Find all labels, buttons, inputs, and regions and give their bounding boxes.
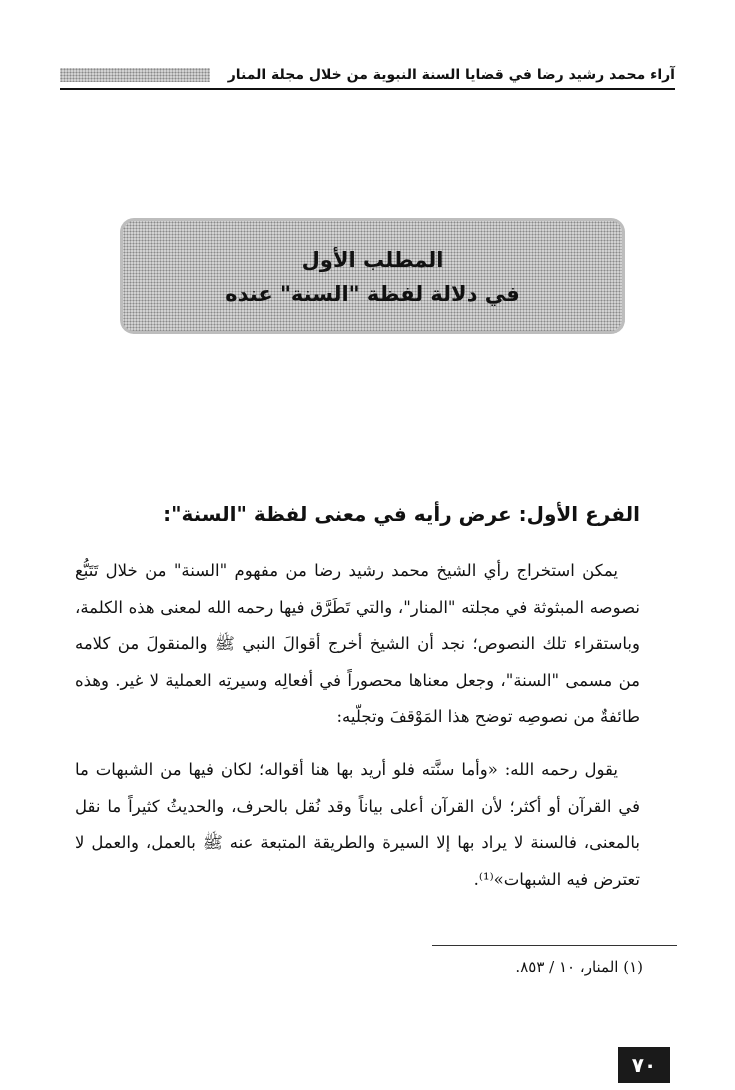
header-dotted-band xyxy=(60,68,210,82)
body-paragraph: يمكن استخراج رأي الشيخ محمد رشيد رضا من مفهوم "السنة" من خلال تَتَبُّع نصوصه المبثوثة في مجلته "المنار"، والتي تَطَرَّق فيها رحمه الله لمعنى هذه الكلمة، وباستقراء تلك النصوص؛ نجد أن الشيخ أخرج أقوالَ النبي ﷺ والمنقولَ من كلامه من مسمى "السنة"، وجعل معناها محصوراً في أفعالِه وسيرتِه العملية لا غير. وهذه طائفةٌ من نصوصِه توضح هذا المَوْقفَ وتجلّيه: xyxy=(75,561,640,726)
section-title: المطلب الأول xyxy=(301,248,444,272)
section-title-box xyxy=(120,218,625,334)
footnote: (١) المنار، ١٠ / ٨٥٣. xyxy=(515,958,643,976)
subheading: الفرع الأول: عرض رأيه في معنى لفظة "السنة": xyxy=(163,502,640,526)
footnote-separator xyxy=(432,945,677,946)
running-header xyxy=(60,62,675,88)
section-subtitle: في دلالة لفظة "السنة" عنده xyxy=(225,282,520,306)
header-rule xyxy=(60,88,675,90)
quote-paragraph: يقول رحمه الله: «وأما سنَّته فلو أريد بها هنا أقواله؛ لكان فيها من الشبهات ما في القرآن أو أكثر؛ لأن القرآن أعلى بياناً وقد نُقل بالحرف، والحديثُ كثيراً ما نقل بالمعنى، فالسنة لا يراد بها إلا السيرة والطريقة المتبعة عنه ﷺ بالعمل، والعمل لا تعترض فيه الشبهات»⁽¹⁾. xyxy=(75,760,640,889)
running-title: آراء محمد رشيد رضا في قضايا السنة النبوية من خلال مجلة المنار xyxy=(227,67,675,83)
page-number: ٧٠ xyxy=(618,1047,670,1083)
